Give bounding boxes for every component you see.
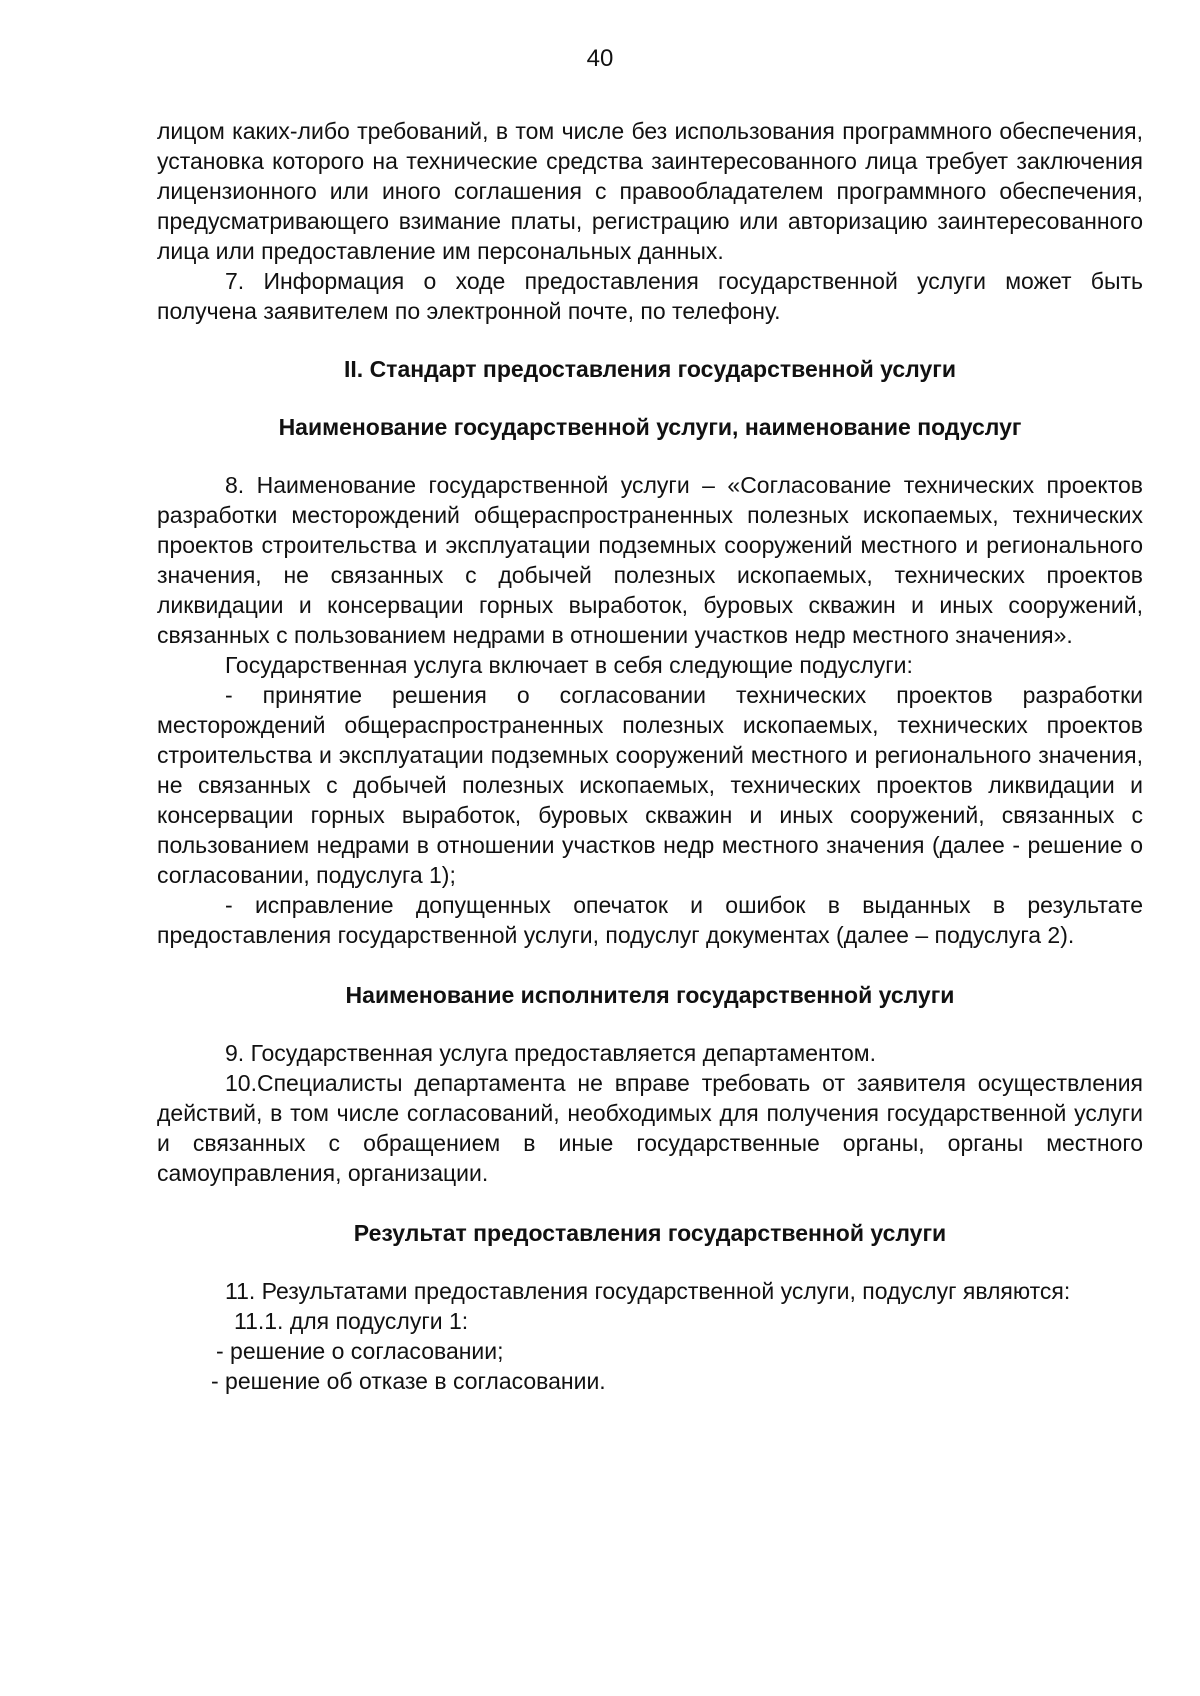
paragraph-9: 9. Государственная услуга предоставляется департаментом. <box>225 1040 876 1066</box>
spacer <box>157 950 1143 980</box>
paragraph-subservice-2: - исправление допущенных опечаток и ошибок в выданных в результате предоставления государственной услуги, подуслуг документах (далее – подуслуга 2). <box>157 892 1143 948</box>
paragraph-continuation: лицом каких-либо требований, в том числе без использования программного обеспечения, установка которого на технические средства заинтересованного лица требует заключения лицензионного или иного соглашения с правообладателем программного обеспечения, предусматривающего взимание платы, регистрацию или авторизацию заинтересованного лица или предоставление им персональных данных. <box>157 118 1143 264</box>
paragraph-7: 7. Информация о ходе предоставления государственной услуги может быть получена заявителем по электронной почте, по телефону. <box>157 268 1143 324</box>
paragraph-10: 10.Специалисты департамента не вправе требовать от заявителя осуществления действий, в том числе согласований, необходимых для получения государственной услуги и связанных с обращением в иные государственные органы, органы местного самоуправления, организации. <box>157 1070 1143 1186</box>
document-body <box>157 116 1143 1396</box>
result-item-approval: - решение о согласовании; <box>216 1338 504 1364</box>
section-title-executor: Наименование исполнителя государственной услуги <box>345 982 955 1008</box>
section-subtitle-service-name: Наименование государственной услуги, наименование подуслуг <box>278 414 1022 440</box>
paragraph-includes: Государственная услуга включает в себя следующие подуслуги: <box>225 652 913 678</box>
paragraph-11-1: 11.1. для подуслуги 1: <box>234 1308 469 1334</box>
page-number: 40 <box>586 45 614 72</box>
spacer <box>157 1248 1143 1276</box>
paragraph-11: 11. Результатами предоставления государственной услуги, подуслуг являются: <box>225 1278 1071 1304</box>
section-title-standard: II. Стандарт предоставления государственной услуги <box>344 356 956 382</box>
spacer <box>157 442 1143 470</box>
paragraph-8: 8. Наименование государственной услуги – «Согласование технических проектов разработки месторождений общераспространенных полезных ископаемых, технических проектов строительства и эксплуатации подземных сооружений местного и регионального значения, не связанных с добычей полезных ископаемых, технических проектов ликвидации и консервации горных выработок, буровых скважин и иных сооружений, связанных с пользованием недрами в отношении участков недр местного значения». <box>157 472 1143 648</box>
section-title-result: Результат предоставления государственной услуги <box>353 1220 947 1246</box>
spacer <box>157 326 1143 354</box>
result-item-refusal: - решение об отказе в согласовании. <box>211 1368 606 1394</box>
spacer <box>157 384 1143 412</box>
spacer <box>157 1010 1143 1038</box>
spacer <box>157 1188 1143 1218</box>
paragraph-subservice-1: - принятие решения о согласовании технических проектов разработки месторождений общераспространенных полезных ископаемых, технических проектов строительства и эксплуатации подземных сооружений местного и регионального значения, не связанных с добычей полезных ископаемых, технических проектов ликвидации и консервации горных выработок, буровых скважин и иных сооружений, связанных с пользованием недрами в отношении участков недр местного значения (далее - решение о согласовании, подуслуга 1); <box>157 682 1143 888</box>
